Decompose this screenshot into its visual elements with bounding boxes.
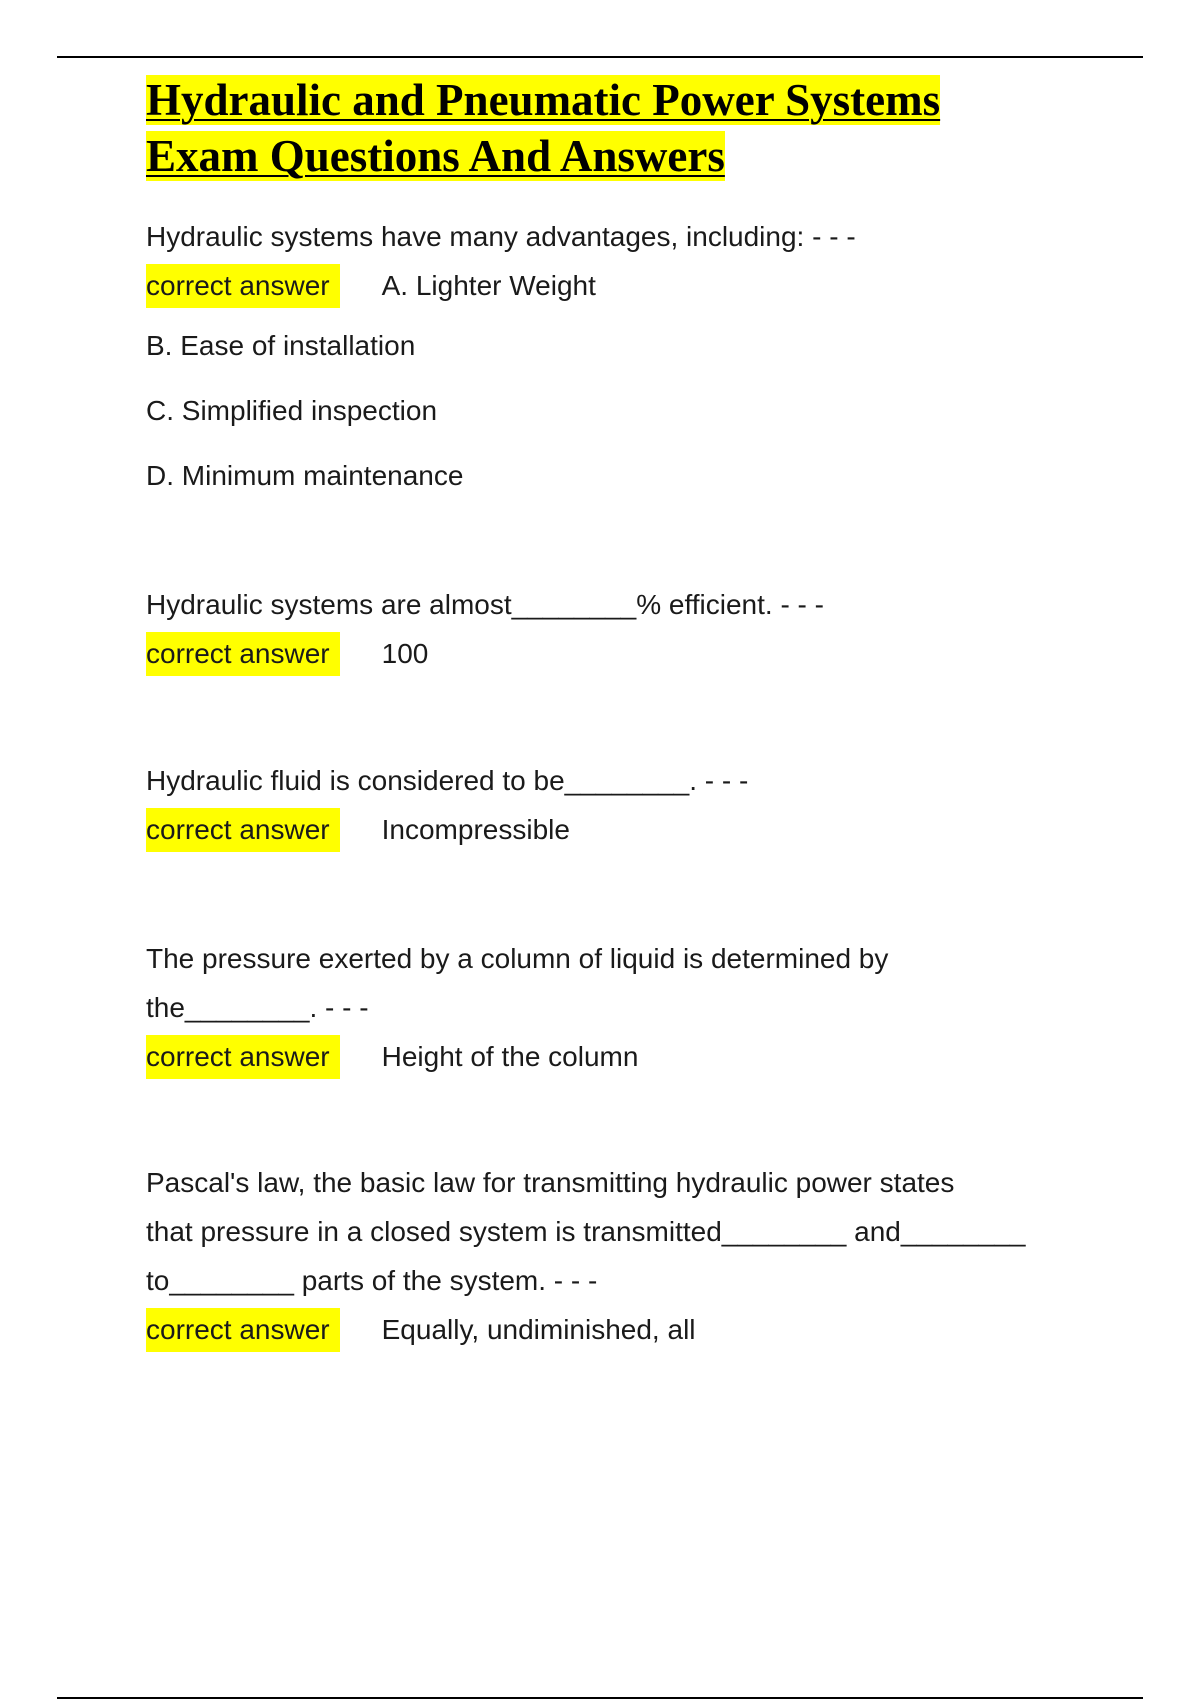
question-text-line-1: The pressure exerted by a column of liquid is determined by: [146, 943, 889, 974]
correct-answer-label: correct answer: [146, 808, 340, 852]
answer-row: [146, 1032, 1106, 1081]
bottom-rule: [57, 1697, 1143, 1699]
correct-answer-label: correct answer: [146, 632, 340, 676]
question-text-line-2: that pressure in a closed system is transmitted________ and________: [146, 1216, 1026, 1247]
answer-value: Incompressible: [381, 813, 570, 845]
correct-answer-label: correct answer: [146, 1308, 340, 1352]
option-b: B. Ease of installation: [146, 330, 416, 361]
option-d: D. Minimum maintenance: [146, 460, 464, 491]
answer-value: Equally, undiminished, all: [381, 1313, 696, 1345]
answer-row: [146, 629, 1106, 678]
answer-row: [146, 1305, 1106, 1354]
option-c: C. Simplified inspection: [146, 395, 438, 426]
question-5: [146, 1158, 1106, 1354]
answer-row: [146, 261, 1106, 310]
document-title: [146, 72, 1106, 184]
answer-value: Height of the column: [381, 1040, 639, 1072]
answer-value: 100: [381, 637, 429, 669]
question-text-line-3: to________ parts of the system. - - -: [146, 1265, 598, 1296]
question-text: Hydraulic systems are almost________% efficient. - - -: [146, 589, 824, 620]
question-3: [146, 756, 1106, 854]
question-4: [146, 934, 1106, 1081]
question-text: Hydraulic fluid is considered to be________. - - -: [146, 765, 749, 796]
question-2: [146, 580, 1106, 678]
top-rule: [57, 56, 1143, 58]
question-text-line-1: Pascal's law, the basic law for transmitting hydraulic power states: [146, 1167, 955, 1198]
answer-value: A. Lighter Weight: [381, 269, 596, 301]
question-1: [146, 212, 1106, 310]
correct-answer-label: correct answer: [146, 264, 340, 308]
title-line-2: Exam Questions And Answers: [146, 131, 725, 181]
question-text-line-2: the________. - - -: [146, 992, 369, 1023]
question-text: Hydraulic systems have many advantages, including: - - -: [146, 221, 856, 252]
title-line-1: Hydraulic and Pneumatic Power Systems: [146, 75, 941, 125]
answer-row: [146, 805, 1106, 854]
correct-answer-label: correct answer: [146, 1035, 340, 1079]
